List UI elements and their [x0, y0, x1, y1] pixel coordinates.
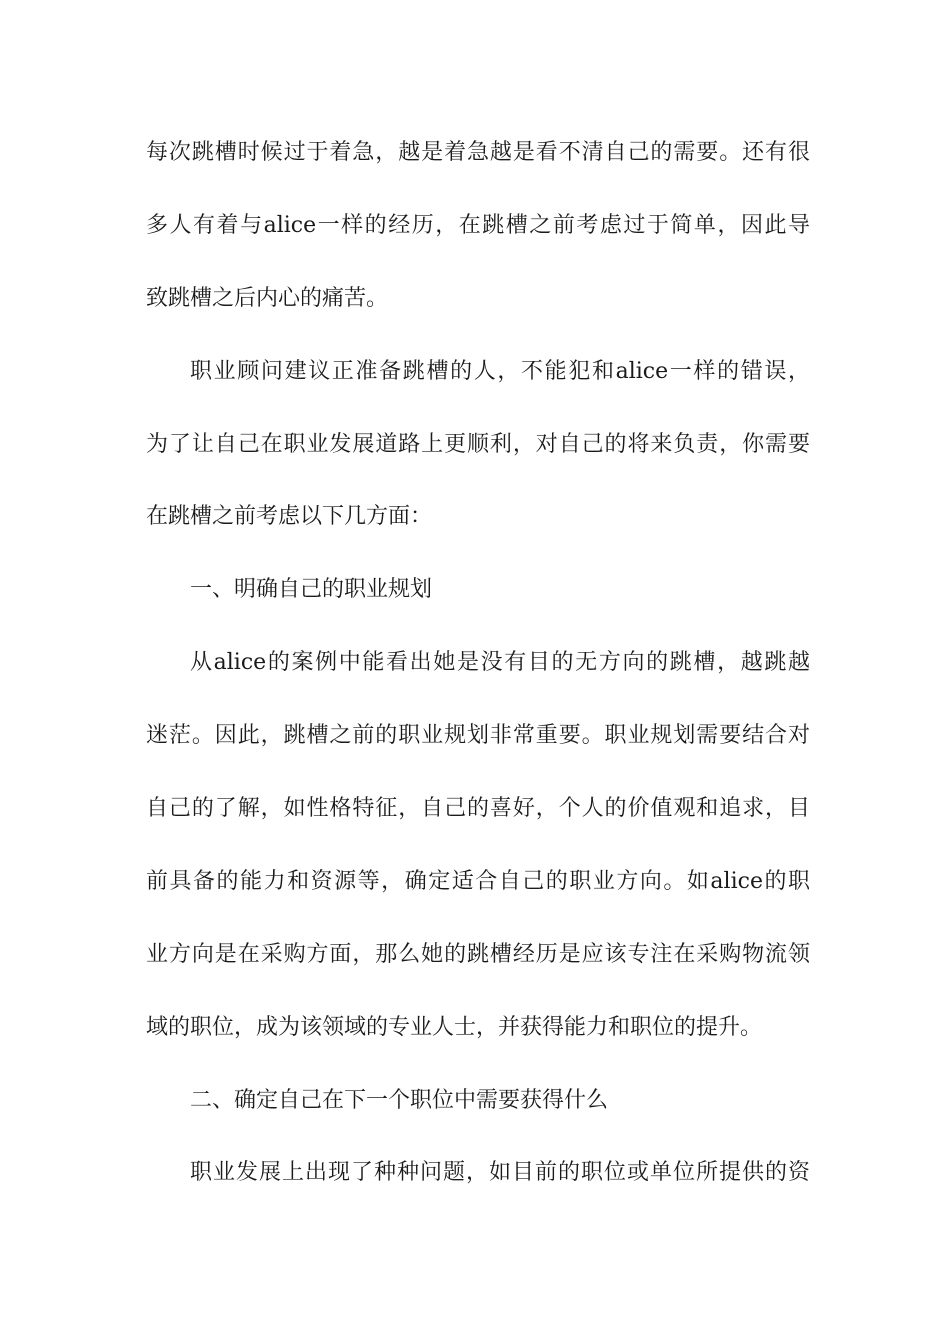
text-line: 多人有着与alice一样的经历，在跳槽之前考虑过于简单，因此导: [146, 212, 810, 238]
text-line: 域的职位，成为该领域的专业人士，并获得能力和职位的提升。: [146, 1014, 763, 1040]
text-line: 为了让自己在职业发展道路上更顺利，对自己的将来负责，你需要: [146, 431, 810, 457]
text-line: 每次跳槽时候过于着急，越是着急越是看不清自己的需要。还有很: [146, 140, 810, 165]
text-line: 业方向是在采购方面，那么她的跳槽经历是应该专注在采购物流领: [146, 941, 810, 967]
text-line: 职业顾问建议正准备跳槽的人，不能犯和alice一样的错误，: [190, 358, 810, 384]
section-heading: 一、明确自己的职业规划: [190, 577, 433, 603]
text-line: 从alice的案例中能看出她是没有目的无方向的跳槽，越跳越: [190, 650, 810, 676]
text-line: 致跳槽之后内心的痛苦。: [146, 285, 389, 311]
text-line: 自己的了解，如性格特征，自己的喜好，个人的价值观和追求，目: [146, 796, 810, 822]
document-body: [146, 132, 810, 1225]
text-line: 前具备的能力和资源等，确定适合自己的职业方向。如alice的职: [146, 868, 810, 894]
text-line: 在跳槽之前考虑以下几方面：: [146, 504, 433, 530]
text-line: 职业发展上出现了种种问题，如目前的职位或单位所提供的资: [190, 1160, 810, 1186]
text-line: 迷茫。因此，跳槽之前的职业规划非常重要。职业规划需要结合对: [146, 723, 810, 749]
section-heading: 二、确定自己在下一个职位中需要获得什么: [190, 1087, 609, 1113]
